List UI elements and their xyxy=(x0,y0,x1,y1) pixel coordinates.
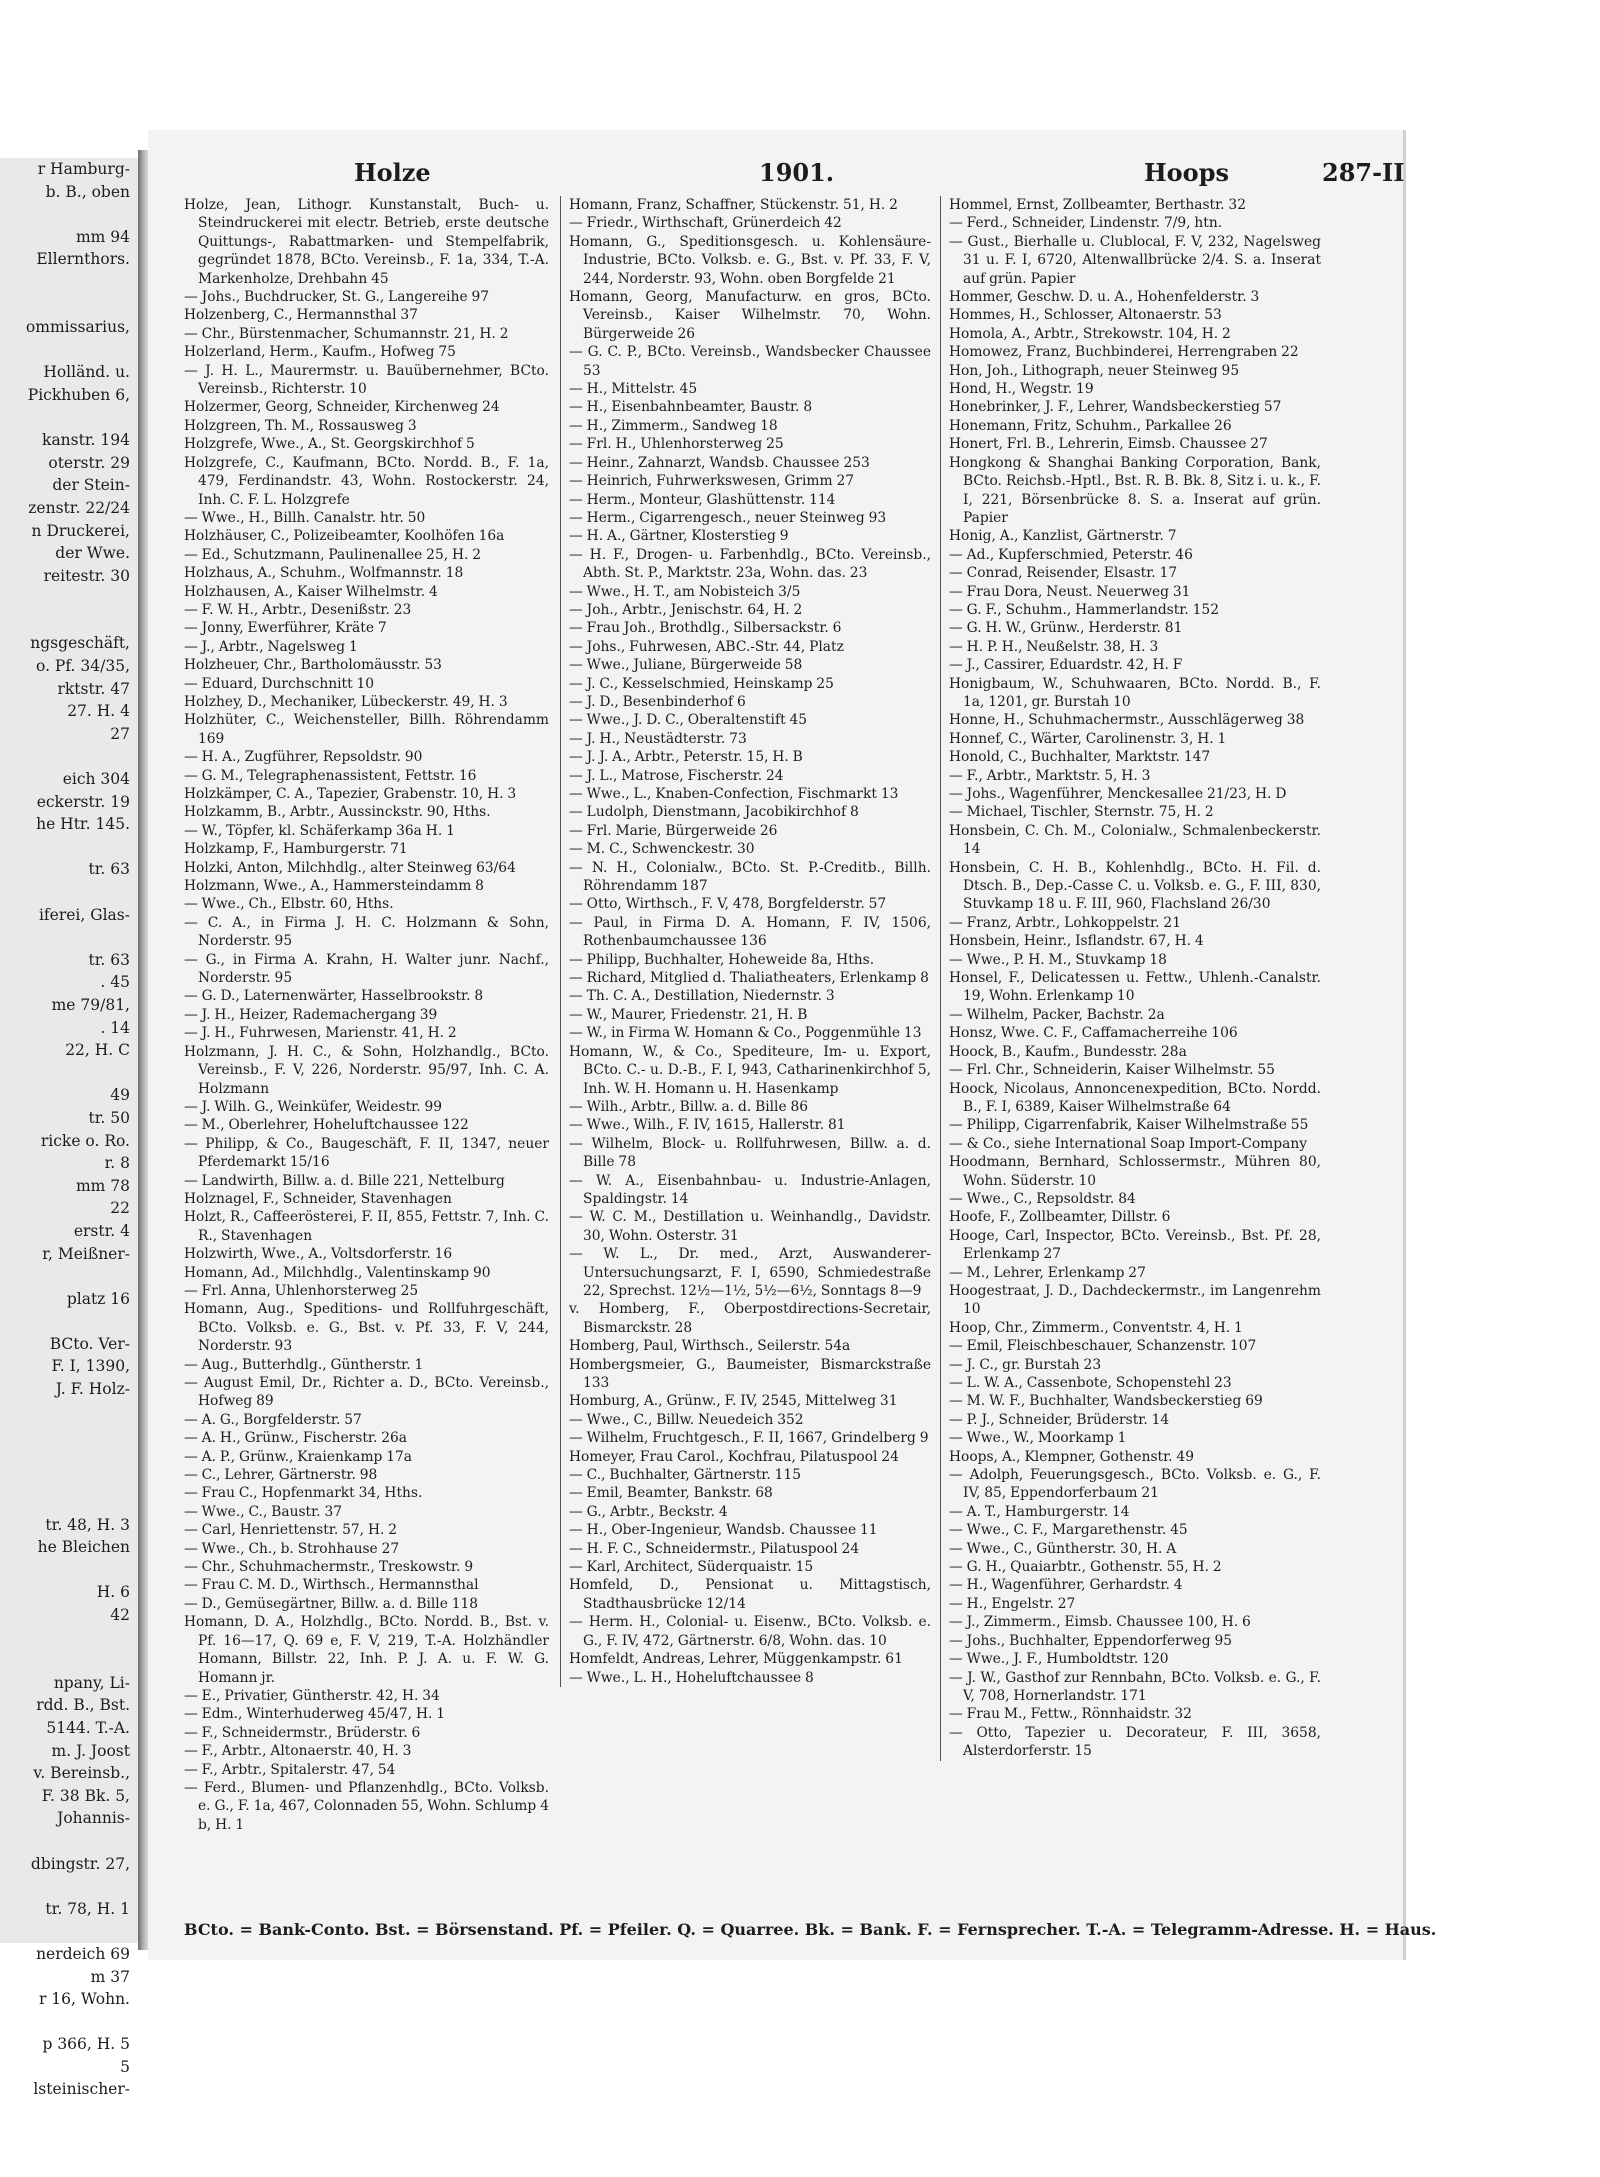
directory-entry: Honsbein, C. H. B., Kohlenhdlg., BCto. H. Fil. d. Dtsch. B., Dep.-Casse C. u. Volksb. e. G., F. III, 830, Stuvkamp 18 u. F. III, 960, Flachsland 26/30 xyxy=(949,859,1321,913)
left-facing-page xyxy=(0,158,138,2099)
left-page-fragment: npany, Li- xyxy=(53,1673,130,1692)
left-page-fragment: . 14 xyxy=(100,1018,130,1037)
directory-entry: — Wwe., H. T., am Nobisteich 3/5 xyxy=(569,583,801,600)
directory-entry: Honsbein, Heinr., Isflandstr. 67, H. 4 xyxy=(949,933,1204,950)
directory-entry: — W. L., Dr. med., Arzt, Auswanderer-Untersuchungsarzt, F. I, 6590, Schmiedestraße 22, Sprechst. 12½—1½, 5½—6½, Sonntags 8—9 xyxy=(569,1246,931,1299)
left-page-fragment: Holländ. u. xyxy=(43,363,130,382)
left-page-fragment xyxy=(0,610,138,633)
directory-entry: — Karl, Architect, Süderquaistr. 15 xyxy=(569,1559,814,1576)
directory-entry: Homann, D. A., Holzhdlg., BCto. Nordd. B., Bst. v. Pf. 16—17, Q. 69 e, F. V, 219, T.-A. Holzhändler Homann, Billstr. 22, Inh. P. J. A. u. F. W. G. Homann jr. xyxy=(184,1614,549,1686)
directory-entry: — Wwe., C. F., Margarethenstr. 45 xyxy=(949,1522,1188,1539)
left-page-fragment xyxy=(0,1830,138,1853)
directory-entry: — J. H., Heizer, Rademachergang 39 xyxy=(184,1006,438,1023)
directory-entry: — Johs., Buchdrucker, St. G., Langereihe 97 xyxy=(184,289,490,306)
left-page-fragment xyxy=(0,1423,138,1446)
directory-entry: — D., Gemüsegärtner, Billw. a. d. Bille 118 xyxy=(184,1595,479,1612)
directory-entry: — H., Eisenbahnbeamter, Baustr. 8 xyxy=(569,399,813,416)
directory-entry: — Wwe., W., Moorkamp 1 xyxy=(949,1430,1127,1447)
left-page-fragment: kanstr. 194 xyxy=(42,431,130,450)
main-page xyxy=(148,130,1437,1960)
directory-entry: — M. W. F., Buchhalter, Wandsbeckerstieg 69 xyxy=(949,1393,1263,1410)
header-left-keyword: Holze xyxy=(354,158,431,187)
directory-entry: Holzkamm, B., Arbtr., Aussinckstr. 90, Hths. xyxy=(184,804,491,821)
directory-entry: Hoock, B., Kaufm., Bundesstr. 28a xyxy=(949,1043,1187,1060)
left-page-fragment xyxy=(0,1649,138,1672)
directory-entry: — Wilh., Arbtr., Billw. a. d. Bille 86 xyxy=(569,1098,809,1115)
left-page-fragment xyxy=(0,1875,138,1898)
directory-entry: Holzwirth, Wwe., A., Voltsdorferstr. 16 xyxy=(184,1246,453,1263)
directory-entry: — Jonny, Ewerführer, Kräte 7 xyxy=(184,620,387,637)
directory-entry: — Herm. H., Colonial- u. Eisenw., BCto. Volksb. e. G., F. IV, 472, Gärtnerstr. 6/8, Wohn. das. 10 xyxy=(569,1614,931,1649)
directory-entry: — Wilhelm, Fruchtgesch., F. II, 1667, Grindelberg 9 xyxy=(569,1430,929,1447)
page-number: 287-II xyxy=(1322,158,1405,187)
left-page-fragment: mm 94 xyxy=(75,227,130,246)
abbreviation-legend: BCto. = Bank-Conto. Bst. = Börsenstand. Pf. = Pfeiler. Q. = Quarree. Bk. = Bank. F. = Fernsprecher. T.-A. = Telegramm-Adresse. H. = Haus. xyxy=(184,1920,1437,1939)
left-page-fragment: Ellernthors. xyxy=(36,250,130,269)
left-page-fragment xyxy=(0,745,138,768)
left-page-fragment xyxy=(0,926,138,949)
left-page-fragment: ngsgeschäft, xyxy=(30,634,130,653)
directory-entry: — Chr., Bürstenmacher, Schumannstr. 21, H. 2 xyxy=(184,325,509,342)
left-page-fragment: erstr. 4 xyxy=(73,1221,130,1240)
directory-entry: Holzhausen, A., Kaiser Wilhelmstr. 4 xyxy=(184,583,438,600)
left-page-fragment: 22 xyxy=(110,1199,130,1218)
directory-entry: — Frau M., Fettw., Rönnhaidstr. 32 xyxy=(949,1706,1192,1723)
left-page-fragment: nerdeich 69 xyxy=(36,1944,130,1963)
directory-entry: Holzhey, D., Mechaniker, Lübeckerstr. 49, H. 3 xyxy=(184,693,508,710)
directory-entry: Hommes, H., Schlosser, Altonaerstr. 53 xyxy=(949,307,1222,324)
directory-entry: Hoop, Chr., Zimmerm., Conventstr. 4, H. 1 xyxy=(949,1319,1243,1336)
directory-entry: — Ed., Schutzmann, Paulinenallee 25, H. 2 xyxy=(184,546,482,563)
directory-entry: — W. C. M., Destillation u. Weinhandlg., Davidstr. 30, Wohn. Osterstr. 31 xyxy=(569,1209,931,1244)
directory-entry: — J. H., Fuhrwesen, Marienstr. 41, H. 2 xyxy=(184,1025,457,1042)
directory-entry: — A. P., Grünw., Kraienkamp 17a xyxy=(184,1448,413,1465)
left-page-fragment xyxy=(0,881,138,904)
directory-entry: Holzkämper, C. A., Tapezier, Grabenstr. 10, H. 3 xyxy=(184,786,517,802)
left-page-fragment: he Htr. 145. xyxy=(36,815,130,834)
directory-entry: Homfeldt, Andreas, Lehrer, Müggenkampstr. 61 xyxy=(569,1651,903,1668)
directory-entry: Hon, Joh., Lithograph, neuer Steinweg 95 xyxy=(949,362,1240,379)
directory-entry: — Heinrich, Fuhrwerkswesen, Grimm 27 xyxy=(569,473,855,490)
left-page-fragment: platz 16 xyxy=(66,1289,130,1308)
left-page-fragment: 27. H. 4 xyxy=(67,702,130,721)
left-page-fragment: Pickhuben 6, xyxy=(27,385,130,404)
directory-entry: — J. W., Gasthof zur Rennbahn, BCto. Volksb. e. G., F. V, 708, Hornerlandstr. 171 xyxy=(949,1669,1321,1704)
directory-entry: — Michael, Tischler, Sternstr. 75, H. 2 xyxy=(949,804,1214,821)
directory-entry: Holze, Jean, Lithogr. Kunstanstalt, Buch- u. Steindruckerei mit electr. Betrieb, erste deutsche Quittungs-, Rabattmarken- und Stempelfabrik, gegründet 1878, BCto. Vereinsb., F. 1a, 334, T.-A. Markenholze, Drehbahn 45 xyxy=(184,197,549,287)
left-page-fragment xyxy=(0,1920,138,1943)
left-page-fragment xyxy=(0,836,138,859)
directory-entry: Honsel, F., Delicatessen u. Fettw., Uhlenh.-Canalstr. 19, Wohn. Erlenkamp 10 xyxy=(949,970,1321,1005)
directory-entry: — Johs., Fuhrwesen, ABC.-Str. 44, Platz xyxy=(569,638,844,655)
directory-entry: — Philipp, & Co., Baugeschäft, F. II, 1347, neuer Pferdemarkt 15/16 xyxy=(184,1135,549,1171)
directory-entry: — Wilhelm, Block- u. Rollfuhrwesen, Billw. a. d. Bille 78 xyxy=(569,1135,931,1171)
directory-entry: Holzt, R., Caffeerösterei, F. II, 855, Fettstr. 7, Inh. C. R., Stavenhagen xyxy=(184,1209,549,1244)
directory-entry: Homowez, Franz, Buchbinderei, Herrengraben 22 xyxy=(949,344,1299,361)
left-page-fragment xyxy=(0,294,138,317)
directory-entry: Hoogestraat, J. D., Dachdeckermstr., im Langenrehm 10 xyxy=(949,1282,1321,1318)
left-page-fragment: H. 6 xyxy=(96,1583,130,1602)
directory-entry: — Ludolph, Dienstmann, Jacobikirchhof 8 xyxy=(569,804,859,821)
left-page-fragment xyxy=(0,1310,138,1333)
directory-entry: Homann, Georg, Manufacturw. en gros, BCto. Vereinsb., Kaiser Wilhelmstr. 70, Wohn. Bürgerweide 26 xyxy=(569,289,931,342)
left-page-fragment xyxy=(0,1401,138,1424)
left-page-fragment: r. 8 xyxy=(104,1154,130,1173)
directory-entry: Holzhaus, A., Schuhm., Wolfmannstr. 18 xyxy=(184,565,464,582)
directory-entry: — Wwe., C., Repsoldstr. 84 xyxy=(949,1190,1136,1207)
left-page-fragment: m 37 xyxy=(90,1967,130,1986)
directory-entry: Honemann, Fritz, Schuhm., Parkallee 26 xyxy=(949,417,1232,434)
left-page-fragment: ricke o. Ro. xyxy=(40,1131,130,1150)
directory-entry: — Wwe., Ch., Elbstr. 60, Hths. xyxy=(184,896,394,913)
directory-entry: — Heinr., Zahnarzt, Wandsb. Chaussee 253 xyxy=(569,454,870,471)
directory-entry: Hommer, Geschw. D. u. A., Hohenfelderstr. 3 xyxy=(949,289,1260,306)
directory-entry: Holznagel, F., Schneider, Stavenhagen xyxy=(184,1190,452,1207)
directory-entry: — J. C., Kesselschmied, Heinskamp 25 xyxy=(569,675,834,692)
directory-entry: — Aug., Butterhdlg., Güntherstr. 1 xyxy=(184,1356,424,1373)
directory-entry: — Wwe., L. H., Hoheluftchaussee 8 xyxy=(569,1669,814,1686)
directory-entry: — H. P. H., Neußelstr. 38, H. 3 xyxy=(949,638,1159,655)
left-page-fragment: p 366, H. 5 xyxy=(42,2035,130,2054)
directory-entry: Honne, H., Schuhmachermstr., Ausschlägerweg 38 xyxy=(949,712,1305,729)
directory-entry: — Th. C. A., Destillation, Niedernstr. 3 xyxy=(569,988,835,1005)
directory-entry: — F., Arbtr., Altonaerstr. 40, H. 3 xyxy=(184,1743,412,1760)
directory-entry: Holzgrefe, C., Kaufmann, BCto. Nordd. B., F. 1a, 479, Ferdinandstr. 43, Wohn. Rostockerstr. 24, Inh. C. F. L. Holzgrefe xyxy=(184,454,549,508)
left-page-fragment: F. 38 Bk. 5, xyxy=(41,1786,130,1805)
left-page-fragment xyxy=(0,1062,138,1085)
directory-entry: — August Emil, Dr., Richter a. D., BCto. Vereinsb., Hofweg 89 xyxy=(184,1375,549,1410)
directory-entry: — J., Cassirer, Eduardstr. 42, H. F xyxy=(949,657,1183,674)
directory-entry: — Wwe., C., Baustr. 37 xyxy=(184,1503,342,1520)
directory-entry: — Wwe., P. H. M., Stuvkamp 18 xyxy=(949,951,1167,968)
directory-entry: — Wwe., C., Güntherstr. 30, H. A xyxy=(949,1540,1177,1557)
directory-entry: — J. D., Besenbinderhof 6 xyxy=(569,693,746,710)
directory-entry: Honsz, Wwe. C. F., Caffamacherreihe 106 xyxy=(949,1025,1238,1042)
directory-entry: — H., Wagenführer, Gerhardstr. 4 xyxy=(949,1577,1183,1594)
book-gutter xyxy=(138,150,148,1950)
directory-entry: Honold, C., Buchhalter, Marktstr. 147 xyxy=(949,749,1211,766)
left-page-fragment: 5144. T.-A. xyxy=(46,1718,130,1737)
header-year: 1901. xyxy=(759,158,835,187)
directory-entry: — W. A., Eisenbahnbau- u. Industrie-Anlagen, Spaldingstr. 14 xyxy=(569,1172,931,1207)
directory-entry: — Adolph, Feuerungsgesch., BCto. Volksb. e. G., F. IV, 85, Eppendorferbaum 21 xyxy=(949,1467,1321,1502)
directory-entry: — J. C., gr. Burstah 23 xyxy=(949,1356,1102,1373)
directory-entry: — C., Lehrer, Gärtnerstr. 98 xyxy=(184,1467,378,1484)
left-page-fragment: tr. 63 xyxy=(88,860,130,879)
directory-entry: Homeyer, Frau Carol., Kochfrau, Pilatuspool 24 xyxy=(569,1448,899,1465)
left-page-fragment xyxy=(0,1627,138,1650)
left-page-fragment: mm 78 xyxy=(75,1176,130,1195)
directory-entry: — H. F. C., Schneidermstr., Pilatuspool 24 xyxy=(569,1540,860,1557)
directory-entry: Holzerland, Herm., Kaufm., Hofweg 75 xyxy=(184,344,456,361)
left-page-fragment xyxy=(0,1491,138,1514)
directory-entry: — Ferd., Schneider, Lindenstr. 7/9, htn. xyxy=(949,215,1223,232)
directory-entry: — Ad., Kupferschmied, Peterstr. 46 xyxy=(949,546,1193,563)
directory-entry: — Richard, Mitglied d. Thaliatheaters, Erlenkamp 8 xyxy=(569,970,929,987)
directory-entry: — L. W. A., Cassenbote, Schopenstehl 23 xyxy=(949,1375,1232,1391)
directory-entry: — F., Arbtr., Marktstr. 5, H. 3 xyxy=(949,767,1151,784)
directory-entry: — C. A., in Firma J. H. C. Holzmann & Sohn, Norderstr. 95 xyxy=(184,914,549,950)
directory-entry: — Wwe., J. D. C., Oberaltenstift 45 xyxy=(569,712,808,729)
directory-entry: — W., Maurer, Friedenstr. 21, H. B xyxy=(569,1006,808,1023)
directory-entry: — M. C., Schwenckestr. 30 xyxy=(569,841,755,858)
left-page-fragment: v. Bereinsb., xyxy=(33,1764,130,1783)
directory-entry: — G., in Firma A. Krahn, H. Walter junr. Nachf., Norderstr. 95 xyxy=(184,951,549,987)
directory-entry: Homann, Aug., Speditions- und Rollfuhrgeschäft, BCto. Volksb. e. G., Bst. v. Pf. 33, F. V, 244, Norderstr. 93 xyxy=(184,1301,549,1355)
directory-entry: Hongkong & Shanghai Banking Corporation, Bank, BCto. Reichsb.-Hptl., Bst. R. B. Bk. 8, Sitz i. u. k., F. I, 221, Börsenbrücke 8. S. a. Inserat auf grün. Papier xyxy=(949,454,1321,526)
directory-entry: Hoock, Nicolaus, Annoncenexpedition, BCto. Nordd. B., F. I, 6389, Kaiser Wilhelmstraße 64 xyxy=(949,1080,1321,1115)
directory-entry: Holzgreen, Th. M., Rossausweg 3 xyxy=(184,417,417,434)
directory-entry: — Herm., Monteur, Glashüttenstr. 114 xyxy=(569,491,836,508)
directory-entry: — H., Engelstr. 27 xyxy=(949,1595,1076,1612)
directory-entry: — Paul, in Firma D. A. Homann, F. IV, 1506, Rothenbaumchaussee 136 xyxy=(569,914,931,950)
directory-entry: Hoodmann, Bernhard, Schlossermstr., Mühren 80, Wohn. Süderstr. 10 xyxy=(949,1154,1321,1189)
directory-entry: — Philipp, Cigarrenfabrik, Kaiser Wilhelmstraße 55 xyxy=(949,1117,1309,1134)
directory-entry: Holzhäuser, C., Polizeibeamter, Koolhöfen 16a xyxy=(184,528,505,545)
left-page-fragment: dbingstr. 27, xyxy=(30,1854,130,1873)
left-page-fragment: zenstr. 22/24 xyxy=(28,498,130,517)
directory-entry: Holzmann, Wwe., A., Hammersteindamm 8 xyxy=(184,878,484,895)
left-page-fragment xyxy=(0,1446,138,1469)
directory-entry: — Chr., Schuhmachermstr., Treskowstr. 9 xyxy=(184,1559,474,1576)
directory-entry: — Wwe., C., Billw. Neuedeich 352 xyxy=(569,1411,804,1428)
directory-entry: Homann, Franz, Schaffner, Stückenstr. 51, H. 2 xyxy=(569,197,898,213)
directory-entry: — G. F., Schuhm., Hammerlandstr. 152 xyxy=(949,601,1219,618)
left-page-fragment: me 79/81, xyxy=(51,995,130,1014)
directory-entry: — Frau Dora, Neust. Neuerweg 31 xyxy=(949,583,1191,600)
left-page-fragment xyxy=(0,587,138,610)
left-page-fragment: 5 xyxy=(120,2057,130,2076)
left-page-fragment: BCto. Ver- xyxy=(49,1334,130,1353)
directory-entry: — W., Töpfer, kl. Schäferkamp 36a H. 1 xyxy=(184,822,455,839)
directory-entry: — N. H., Colonialw., BCto. St. P.-Creditb., Billh. Röhrendamm 187 xyxy=(569,859,931,895)
directory-entry: Homfeld, D., Pensionat u. Mittagstisch, Stadthausbrücke 12/14 xyxy=(569,1577,931,1612)
directory-entry: — F., Schneidermstr., Brüderstr. 6 xyxy=(184,1724,421,1741)
header-right-keyword: Hoops xyxy=(1144,158,1229,187)
directory-entry: Holzgrefe, Wwe., A., St. Georgskirchhof 5 xyxy=(184,436,475,453)
directory-entry: — Emil, Beamter, Bankstr. 68 xyxy=(569,1485,773,1502)
directory-entry: Homola, A., Arbtr., Strekowstr. 104, H. 2 xyxy=(949,325,1231,342)
left-page-fragment xyxy=(0,2011,138,2034)
directory-entry: — J. H., Neustädterstr. 73 xyxy=(569,730,747,747)
directory-entry: — Herm., Cigarrengesch., neuer Steinweg 93 xyxy=(569,509,887,526)
directory-entry: — H., Ober-Ingenieur, Wandsb. Chaussee 11 xyxy=(569,1522,878,1539)
left-page-fragment: he Bleichen xyxy=(37,1538,130,1557)
directory-entry: — Ferd., Blumen- und Pflanzenhdlg., BCto. Volksb. e. G., F. 1a, 467, Colonnaden 55, Wohn. Schlump 4 b, H. 1 xyxy=(184,1779,549,1833)
directory-entry: — Johs., Wagenführer, Menckesallee 21/23, H. D xyxy=(949,786,1287,802)
left-page-fragment: 49 xyxy=(110,1086,130,1105)
left-page-fragment xyxy=(0,1468,138,1491)
left-page-fragment: eckerstr. 19 xyxy=(36,792,130,811)
left-page-fragment: n Druckerei, xyxy=(31,521,130,540)
directory-entry: Holzki, Anton, Milchhdlg., alter Steinweg 63/64 xyxy=(184,859,516,876)
directory-entry: — Wwe., Ch., b. Strohhause 27 xyxy=(184,1540,400,1557)
directory-entry: — Wwe., Juliane, Bürgerweide 58 xyxy=(569,657,803,674)
directory-entry: — Wilhelm, Packer, Bachstr. 2a xyxy=(949,1006,1165,1023)
left-page-fragment: tr. 50 xyxy=(88,1108,130,1127)
left-page-fragment: lsteinischer- xyxy=(33,2080,130,2099)
directory-entry: — H., Mittelstr. 45 xyxy=(569,381,698,398)
directory-entry: Hoofe, F., Zollbeamter, Dillstr. 6 xyxy=(949,1209,1171,1226)
directory-entry: — Wwe., J. F., Humboldtstr. 120 xyxy=(949,1651,1169,1668)
directory-entry: — C., Buchhalter, Gärtnerstr. 115 xyxy=(569,1467,801,1484)
directory-entry: — Edm., Winterhuderweg 45/47, H. 1 xyxy=(184,1706,446,1723)
directory-entry: Honigbaum, W., Schuhwaaren, BCto. Nordd. B., F. 1a, 1201, gr. Burstah 10 xyxy=(949,675,1321,710)
left-page-fragment: ommissarius, xyxy=(25,318,130,337)
directory-entry: — G. M., Telegraphenassistent, Fettstr. 16 xyxy=(184,767,477,784)
directory-entry: — Gust., Bierhalle u. Clublocal, F. V, 232, Nagelsweg 31 u. F. I, 6720, Altenwallbrücke 2/4. S. a. Inserat auf grün. Papier xyxy=(949,233,1321,287)
directory-entry: — Frl. Chr., Schneiderin, Kaiser Wilhelmstr. 55 xyxy=(949,1062,1275,1079)
directory-entry: Honnef, C., Wärter, Carolinenstr. 3, H. 1 xyxy=(949,730,1227,747)
directory-entry: — W., in Firma W. Homann & Co., Poggenmühle 13 xyxy=(569,1025,922,1042)
directory-entry: — Philipp, Buchhalter, Hoheweide 8a, Hths. xyxy=(569,951,875,968)
directory-entry: Hond, H., Wegstr. 19 xyxy=(949,381,1094,398)
directory-entry: Homburg, A., Grünw., F. IV, 2545, Mittelweg 31 xyxy=(569,1393,898,1410)
directory-entry: Holzhüter, C., Weichensteller, Billh. Röhrendamm 169 xyxy=(184,712,549,747)
left-page-fragment xyxy=(0,1265,138,1288)
directory-entry: — G. H., Quaiarbtr., Gothenstr. 55, H. 2 xyxy=(949,1559,1222,1576)
directory-entry: — A. T., Hamburgerstr. 14 xyxy=(949,1503,1130,1520)
left-page-fragment: iferei, Glas- xyxy=(38,905,130,924)
directory-entry: — Carl, Henriettenstr. 57, H. 2 xyxy=(184,1522,398,1539)
left-page-fragment xyxy=(0,339,138,362)
directory-entry: Holzmann, J. H. C., & Sohn, Holzhandlg., BCto. Vereinsb., F. V, 226, Norderstr. 95/97, Inh. C. A. Holzmann xyxy=(184,1043,549,1097)
directory-column-2 xyxy=(560,196,931,1687)
left-page-fragment: F. I, 1390, xyxy=(51,1357,130,1376)
left-page-fragment: reitestr. 30 xyxy=(43,566,130,585)
left-page-fragment xyxy=(0,271,138,294)
directory-entry: Holzheuer, Chr., Bartholomäusstr. 53 xyxy=(184,657,442,674)
directory-entry: — Frl. Anna, Uhlenhorsterweg 25 xyxy=(184,1282,419,1299)
directory-column-1 xyxy=(184,196,549,1834)
directory-entry: — F. W. H., Arbtr., Desenißstr. 23 xyxy=(184,601,412,618)
left-page-fragment: oterstr. 29 xyxy=(48,453,130,472)
directory-entry: — H. A., Gärtner, Klosterstieg 9 xyxy=(569,528,789,545)
directory-entry: Holzenberg, C., Hermannsthal 37 xyxy=(184,307,418,324)
directory-entry: — J. H. L., Maurermstr. u. Bauübernehmer, BCto. Vereinsb., Richterstr. 10 xyxy=(184,362,549,398)
directory-entry: — Landwirth, Billw. a. d. Bille 221, Nettelburg xyxy=(184,1172,505,1189)
left-page-fragment: rdd. B., Bst. xyxy=(36,1696,130,1715)
directory-entry: Honsbein, C. Ch. M., Colonialw., Schmalenbeckerstr. 14 xyxy=(949,822,1321,858)
directory-entry: — H. F., Drogen- u. Farbenhdlg., BCto. Vereinsb., Abth. St. P., Marktstr. 23a, Wohn. das. 23 xyxy=(569,546,931,582)
directory-entry: — M., Oberlehrer, Hoheluftchaussee 122 xyxy=(184,1117,469,1134)
left-page-fragment: der Wwe. xyxy=(55,544,130,563)
directory-entry: Hoops, A., Klempner, Gothenstr. 49 xyxy=(949,1448,1194,1465)
directory-entry: — Wwe., Wilh., F. IV, 1615, Hallerstr. 81 xyxy=(569,1117,846,1134)
directory-entry: — Eduard, Durchschnitt 10 xyxy=(184,675,375,692)
left-page-fragment: 22, H. C xyxy=(65,1041,130,1060)
left-page-fragment: 27 xyxy=(110,724,130,743)
directory-entry: — F., Arbtr., Spitalerstr. 47, 54 xyxy=(184,1761,396,1778)
left-page-fragment: o. Pf. 34/35, xyxy=(36,657,130,676)
directory-entry: — G. C. P., BCto. Vereinsb., Wandsbecker Chaussee 53 xyxy=(569,344,931,379)
left-page-fragment: tr. 78, H. 1 xyxy=(45,1899,130,1918)
directory-entry: — Joh., Arbtr., Jenischstr. 64, H. 2 xyxy=(569,601,803,618)
left-page-fragment: J. F. Holz- xyxy=(55,1380,130,1399)
directory-entry: v. Homberg, F., Oberpostdirections-Secretair, Bismarckstr. 28 xyxy=(569,1301,931,1336)
directory-entry: — J. L., Matrose, Fischerstr. 24 xyxy=(569,767,784,784)
left-page-fragment: tr. 63 xyxy=(88,950,130,969)
directory-entry: — Friedr., Wirthschaft, Grünerdeich 42 xyxy=(569,215,842,232)
directory-entry: — G., Arbtr., Beckstr. 4 xyxy=(569,1503,728,1520)
left-page-fragment: 42 xyxy=(110,1606,130,1624)
left-page-fragment: r 16, Wohn. xyxy=(38,1990,130,2009)
directory-entry: Homann, W., & Co., Spediteure, Im- u. Export, BCto. C.- u. D.-B., F. I, 943, Catharinenkirchhof 5, Inh. W. H. Homann u. H. Hasenkamp xyxy=(569,1043,931,1097)
directory-entry: Homann, Ad., Milchhdlg., Valentinskamp 90 xyxy=(184,1264,491,1281)
directory-entry: — J., Arbtr., Nagelsweg 1 xyxy=(184,638,358,655)
directory-entry: Honert, Frl. B., Lehrerin, Eimsb. Chaussee 27 xyxy=(949,436,1268,453)
directory-entry: — Wwe., H., Billh. Canalstr. htr. 50 xyxy=(184,509,426,526)
left-page-fragment xyxy=(0,203,138,226)
directory-entry: — G. D., Laternenwärter, Hasselbrookstr. 8 xyxy=(184,988,484,1005)
directory-entry: — Otto, Tapezier u. Decorateur, F. III, 3658, Alsterdorferstr. 15 xyxy=(949,1724,1321,1760)
left-page-fragment: Johannis- xyxy=(57,1809,130,1828)
directory-column-3 xyxy=(940,196,1321,1761)
left-page-fragment: rktstr. 47 xyxy=(57,679,130,698)
directory-entry: — A. H., Grünw., Fischerstr. 26a xyxy=(184,1430,408,1447)
directory-entry: — Frau C., Hopfenmarkt 34, Hths. xyxy=(184,1485,423,1502)
left-page-fragment xyxy=(0,1559,138,1582)
directory-entry: Homberg, Paul, Wirthsch., Seilerstr. 54a xyxy=(569,1338,851,1355)
directory-entry: — H. A., Zugführer, Repsoldstr. 90 xyxy=(184,749,423,766)
directory-entry: — E., Privatier, Güntherstr. 42, H. 34 xyxy=(184,1687,440,1704)
directory-entry: Hooge, Carl, Inspector, BCto. Vereinsb., Bst. Pf. 28, Erlenkamp 27 xyxy=(949,1227,1321,1263)
directory-entry: — & Co., siehe International Soap Import-Company xyxy=(949,1135,1308,1152)
directory-entry: Honebrinker, J. F., Lehrer, Wandsbeckerstieg 57 xyxy=(949,399,1282,416)
left-page-fragment: der Stein- xyxy=(52,476,130,495)
directory-entry: — Johs., Buchhalter, Eppendorferweg 95 xyxy=(949,1632,1232,1649)
directory-entry: Homann, G., Speditionsgesch. u. Kohlensäure-Industrie, BCto. Volksb. e. G., Bst. v. Pf. 33, F. V, 244, Norderstr. 93, Wohn. oben Borgfelde 21 xyxy=(569,233,931,287)
directory-entry: — Frau C. M. D., Wirthsch., Hermannsthal xyxy=(184,1577,479,1594)
directory-entry: — P. J., Schneider, Brüderstr. 14 xyxy=(949,1411,1170,1428)
directory-entry: — J. Wilh. G., Weinküfer, Weidestr. 99 xyxy=(184,1098,443,1115)
directory-entry: — M., Lehrer, Erlenkamp 27 xyxy=(949,1264,1146,1281)
left-page-fragment: b. B., oben xyxy=(45,182,130,201)
directory-entry: — Franz, Arbtr., Lohkoppelstr. 21 xyxy=(949,914,1181,931)
directory-entry: — G. H. W., Grünw., Herderstr. 81 xyxy=(949,620,1183,637)
left-page-fragment: r, Meißner- xyxy=(42,1244,130,1263)
left-page-fragment: tr. 48, H. 3 xyxy=(45,1515,130,1534)
directory-entry: Hommel, Ernst, Zollbeamter, Berthastr. 32 xyxy=(949,197,1246,213)
directory-entry: — Otto, Wirthsch., F. V, 478, Borgfelderstr. 57 xyxy=(569,896,887,913)
directory-entry: — Wwe., L., Knaben-Confection, Fischmarkt 13 xyxy=(569,786,899,802)
directory-entry: — Frl. Marie, Bürgerweide 26 xyxy=(569,822,778,839)
left-page-fragment: r Hamburg- xyxy=(37,160,130,178)
directory-entry: — H., Zimmerm., Sandweg 18 xyxy=(569,417,778,434)
directory-entry: — Frl. H., Uhlenhorsterweg 25 xyxy=(569,436,784,453)
left-page-fragment: eich 304 xyxy=(62,770,130,789)
directory-entry: Holzkamp, F., Hamburgerstr. 71 xyxy=(184,841,408,858)
directory-entry: — Emil, Fleischbeschauer, Schanzenstr. 107 xyxy=(949,1338,1257,1355)
directory-entry: Hombergsmeier, G., Baumeister, Bismarckstraße 133 xyxy=(569,1356,931,1391)
left-page-fragment: . 45 xyxy=(100,973,130,992)
directory-entry: Holzermer, Georg, Schneider, Kirchenweg 24 xyxy=(184,399,500,416)
left-page-fragment: m. J. Joost xyxy=(51,1741,130,1760)
left-page-fragment xyxy=(0,407,138,430)
directory-entry: — J. J. A., Arbtr., Peterstr. 15, H. B xyxy=(569,749,803,766)
directory-entry: Honig, A., Kanzlist, Gärtnerstr. 7 xyxy=(949,528,1177,545)
running-header xyxy=(184,158,1434,192)
directory-entry: — A. G., Borgfelderstr. 57 xyxy=(184,1411,362,1428)
directory-entry: — Frau Joh., Brothdlg., Silbersackstr. 6 xyxy=(569,620,842,637)
directory-entry: — Conrad, Reisender, Elsastr. 17 xyxy=(949,565,1178,582)
directory-entry: — J., Zimmerm., Eimsb. Chaussee 100, H. 6 xyxy=(949,1614,1251,1631)
